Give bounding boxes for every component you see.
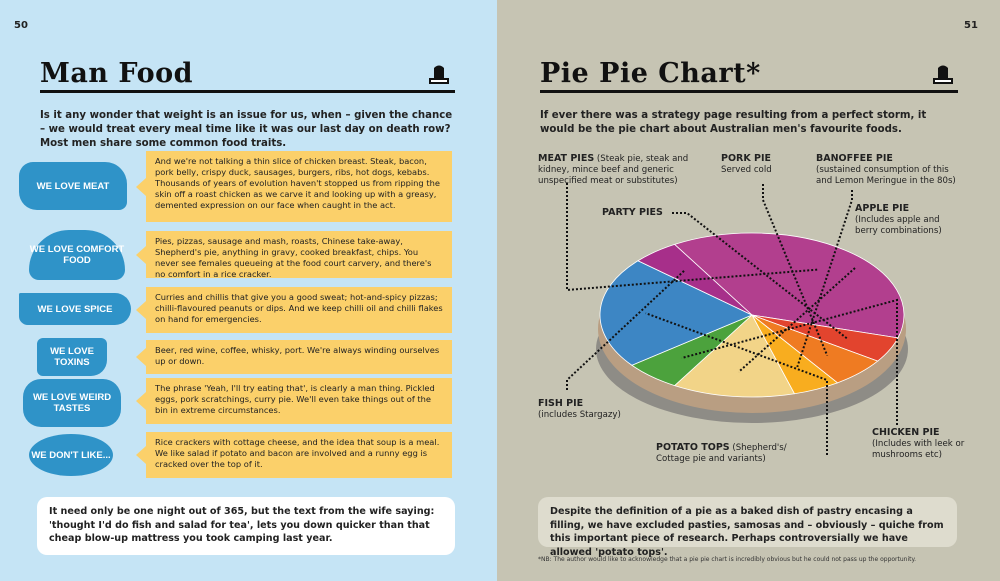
label-apple-pie <box>855 203 965 237</box>
label-meat-pies <box>538 153 696 187</box>
slice-desc: (Includes with leek or mushrooms etc) <box>872 439 965 460</box>
jar-icon <box>23 379 121 427</box>
label-fish-pie <box>538 398 648 421</box>
slice-name: APPLE PIE <box>855 203 910 214</box>
trait-spice <box>19 287 139 331</box>
trait-text: Pies, pizzas, sausage and mash, roasts, Chinese take-away, Shepherd's pie, anything in gravy, cooked breakfast, chips. You never see females queueing at the food court carvery, and there's no comfort in a rice cracker. <box>146 231 452 278</box>
trait-label: WE LOVE MEAT <box>36 180 110 192</box>
page-title: Pie Pie Chart* <box>540 58 761 89</box>
trait-comfort-food <box>19 228 139 286</box>
page-number: 51 <box>964 20 978 31</box>
trait-text: Curries and chillis that give you a good sweat; hot-and-spicy pizzas; chilli-flavoured peanuts or dips. And we keep chilli oil and chilli flakes on hand for emergencies. <box>146 287 452 333</box>
pie-chart <box>497 0 1000 581</box>
trait-weird-tastes <box>19 379 139 431</box>
trait-label: WE LOVE COMFORT FOOD <box>29 244 125 266</box>
note-box: Despite the definition of a pie as a baked dish of pastry encasing a filling, we have excluded pasties, samosas and – obviously – quiche from this important piece of research. Perhaps controversially we have allowed 'potato tops'. <box>538 497 957 547</box>
right-page <box>497 0 1000 581</box>
slice-desc: (Includes apple and berry combinations) <box>855 215 942 236</box>
pie-slices <box>600 233 904 397</box>
chilli-icon <box>19 293 131 325</box>
trait-toxins <box>19 338 139 378</box>
trait-text: Beer, red wine, coffee, whisky, port. We're always winding ourselves up or down. <box>146 340 452 374</box>
label-banoffee-pie <box>816 153 966 187</box>
slice-desc: Served cold <box>721 165 772 175</box>
note-box: It need only be one night out of 365, but the text from the wife saying: 'thought I'd do fish and salad for tea', lets you down quicker than that cheap blow-up mattress you took camping last year. <box>37 497 455 555</box>
label-potato-tops <box>656 442 806 465</box>
slice-desc: (sustained consumption of this and Lemon Meringue in the 80s) <box>816 165 956 186</box>
left-page <box>0 0 497 581</box>
slice-name: FISH PIE <box>538 398 584 409</box>
slice-name: BANOFFEE PIE <box>816 153 893 164</box>
slice-name: PORK PIE <box>721 153 772 164</box>
trait-meat <box>19 150 139 225</box>
label-pork-pie <box>721 153 801 176</box>
logo-icon <box>426 62 452 88</box>
trait-dont-like <box>19 432 139 482</box>
speech-bubble-icon <box>29 434 113 476</box>
trait-label: WE LOVE SPICE <box>37 303 113 315</box>
slice-desc: (Steak pie, steak and kidney, mince beef and generic unspecified meat or substitutes) <box>538 154 689 186</box>
page-title: Man Food <box>40 58 194 89</box>
trait-text: Rice crackers with cottage cheese, and the idea that soup is a meal. We like salad if potato and bacon are involved and a runny egg is cracked over the top of it. <box>146 432 452 478</box>
footnote: *NB: The author would like to acknowledge that a pie pie chart is incredibly obvious but he could not pass up the opportunity. <box>538 556 917 563</box>
slice-desc: (includes Stargazy) <box>538 410 621 420</box>
title-rule <box>40 90 455 93</box>
intro-text: If ever there was a strategy page resulting from a perfect storm, it would be the pie chart about Australian men's favourite foods. <box>540 110 927 135</box>
label-party-pies <box>602 207 663 219</box>
trait-text: The phrase 'Yeah, I'll try eating that', is clearly a man thing. Pickled eggs, pork scratchings, curry pie. We'll even take things out of the bin in extreme circumstances. <box>146 378 452 424</box>
slice-desc: (Shepherd's/ Cottage pie and variants) <box>656 443 787 464</box>
slice-name: POTATO TOPS <box>656 442 730 453</box>
page-number: 50 <box>14 20 28 31</box>
label-chicken-pie <box>872 427 980 461</box>
slice-name: MEAT PIES <box>538 153 595 164</box>
bottle-icon <box>37 338 107 376</box>
slice-name: PARTY PIES <box>602 207 663 218</box>
intro-text: Is it any wonder that weight is an issue for us, when – given the chance – we would treat every meal time like it was our last day on death row? Most men share some common food traits. <box>40 110 453 149</box>
slice-name: CHICKEN PIE <box>872 427 940 438</box>
trait-label: WE LOVE WEIRD TASTES <box>32 392 112 414</box>
pie-icon <box>29 230 125 280</box>
trait-text: And we're not talking a thin slice of chicken breast. Steak, bacon, pork belly, crispy duck, sausages, burgers, ribs, hot dogs, kebabs. Thousands of years of evolution haven't stopped us from ripping the skin off a roast chicken as we carve it and looking up with a greasy, demented expression on our face when caught in the act. <box>146 151 452 222</box>
cow-icon <box>19 162 127 210</box>
trait-label: WE DON'T LIKE... <box>31 449 111 461</box>
trait-label: WE LOVE TOXINS <box>50 346 94 368</box>
